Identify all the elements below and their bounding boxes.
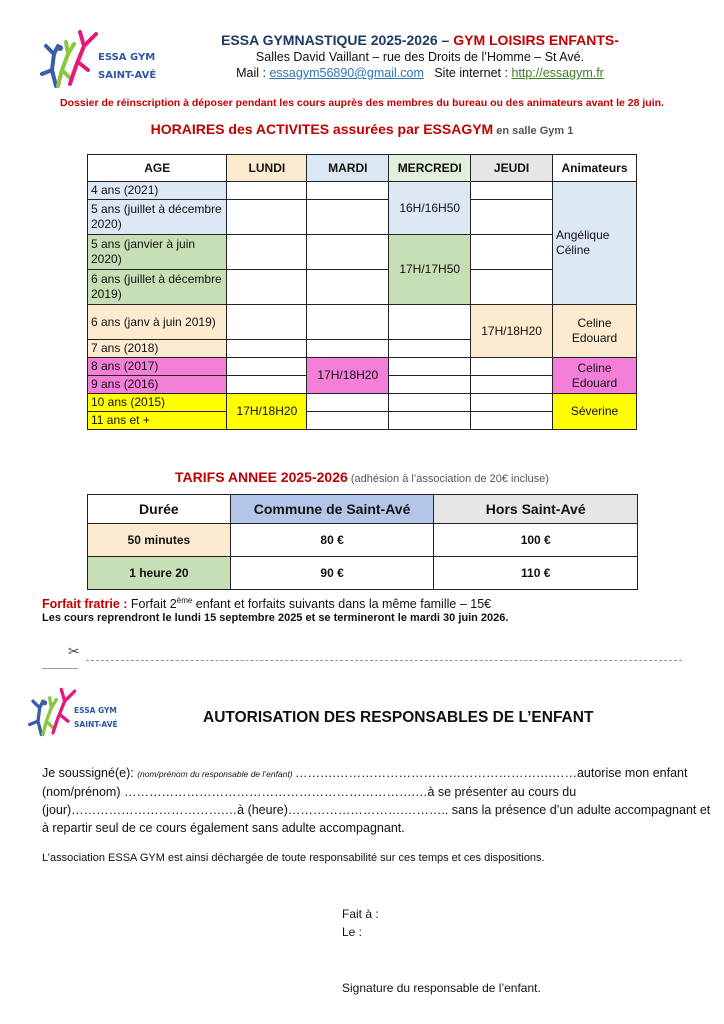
logo-text-essa-gym: ESSA GYM [98, 52, 156, 63]
text: ……….…………………………………………….……autorise mon enfant [295, 766, 688, 780]
signature-label: Signature du responsable de l’enfant. [342, 981, 541, 995]
scissors-icon: ✂ [68, 643, 80, 659]
forfait-fratrie [42, 596, 491, 611]
age-cell: 11 ans et + [88, 412, 227, 430]
site-label: Site internet : [434, 66, 512, 80]
gymnast-figures-icon [40, 28, 100, 90]
empty-cell [307, 305, 389, 340]
empty-cell [389, 358, 471, 376]
empty-cell [471, 376, 553, 394]
logo-text-saint-ave: SAINT-AVÉ [74, 720, 118, 729]
schedule-title-main: HORAIRES des ACTIVITES assurées par ESSAGYM [150, 121, 494, 137]
header-animateurs: Animateurs [553, 155, 637, 182]
header-lundi: LUNDI [227, 155, 307, 182]
empty-cell [307, 182, 389, 200]
empty-cell [389, 305, 471, 340]
empty-cell [227, 200, 307, 235]
age-cell: 7 ans (2018) [88, 340, 227, 358]
empty-cell [307, 270, 389, 305]
price-commune: 80 € [230, 524, 434, 557]
animateur-name: Angélique [556, 228, 610, 242]
italic-hint: (nom/prénom du responsable de l’enfant) [137, 769, 296, 779]
header-mercredi: MERCREDI [389, 155, 471, 182]
empty-cell [227, 340, 307, 358]
empty-cell [471, 394, 553, 412]
empty-cell [471, 412, 553, 430]
schedule-header-row [88, 155, 637, 182]
header-mardi: MARDI [307, 155, 389, 182]
empty-cell [471, 270, 553, 305]
site-link[interactable]: http://essagym.fr [511, 66, 604, 80]
animateur-name: Céline [556, 243, 591, 257]
fratrie-text: Forfait 2 [130, 597, 177, 612]
table-row [88, 358, 637, 376]
age-cell: 6 ans (juillet à décembre 2019) [88, 270, 227, 305]
slot-mercredi-a: 16H/16H50 [389, 182, 471, 235]
header-commune: Commune de Saint-Avé [230, 495, 434, 524]
age-cell: 5 ans (juillet à décembre 2020) [88, 200, 227, 235]
tarifs-title [0, 469, 724, 487]
schedule-table [87, 154, 637, 430]
autorisation-line-3: (jour)……………………………….…à (heure)……………………….……….. sans la présence d’un adulte accompagnant et [42, 803, 711, 817]
table-row [88, 305, 637, 340]
duree-cell: 1 heure 20 [88, 557, 231, 590]
essa-gym-logo-small [28, 686, 128, 738]
autorisation-paragraph [42, 764, 711, 837]
table-row [88, 394, 637, 412]
empty-cell [227, 235, 307, 270]
tarifs-title-main: TARIFS ANNEE 2025-2026 [175, 469, 348, 485]
autorisation-line-2: (nom/prénom) …………………………………………………………….…à se présenter au cours du [42, 785, 577, 799]
signature-block [342, 905, 541, 995]
tarifs-header-row [88, 495, 638, 524]
header-jeudi: JEUDI [471, 155, 553, 182]
decharge-text: L’association ESSA GYM est ainsi déchargée de toute responsabilité sur ces temps et ces dispositions. [42, 852, 545, 864]
autorisation-line-1 [42, 764, 692, 783]
reinscription-notice: Dossier de réinscription à déposer pendant les cours auprès des membres du bureau ou des animateurs avant le 28 juin. [60, 97, 664, 109]
animateurs-group2 [553, 305, 637, 358]
cours-dates: Les cours reprendront le lundi 15 septembre 2025 et se termineront le mardi 30 juin 2026. [42, 612, 509, 624]
empty-cell [471, 235, 553, 270]
address: Salles David Vaillant – rue des Droits de l’Homme – St Avé. [255, 50, 585, 64]
tarifs-title-sub: (adhésion à l’association de 20€ incluse) [347, 473, 549, 485]
gymnast-figures-icon [28, 686, 78, 738]
autorisation-line-4: à repartir seul de ce cours également sans adulte accompagnant. [42, 821, 405, 835]
animateur-name: Edouard [571, 375, 618, 390]
empty-cell [307, 394, 389, 412]
logo-text-saint-ave: SAINT-AVÉ [98, 70, 157, 81]
animateurs-group1 [553, 182, 637, 305]
text: Je soussigné(e): [42, 766, 138, 780]
essa-gym-logo [40, 28, 160, 90]
contact-line [190, 66, 650, 80]
age-cell: 5 ans (janvier à juin 2020) [88, 235, 227, 270]
empty-cell [227, 376, 307, 394]
empty-cell [307, 200, 389, 235]
duree-cell: 50 minutes [88, 524, 231, 557]
logo-text-essa-gym: ESSA GYM [74, 706, 117, 715]
table-row [88, 557, 638, 590]
slot-lundi: 17H/18H20 [227, 394, 307, 430]
empty-cell [227, 270, 307, 305]
header-hors: Hors Saint-Avé [434, 495, 638, 524]
empty-cell [227, 305, 307, 340]
header-duree: Durée [88, 495, 231, 524]
empty-cell [389, 394, 471, 412]
fratrie-sup: ème [176, 596, 193, 605]
price-commune: 90 € [230, 557, 434, 590]
age-cell: 8 ans (2017) [88, 358, 227, 376]
cut-line [86, 660, 682, 661]
animateur-name: Edouard [571, 331, 618, 345]
empty-cell [471, 200, 553, 235]
price-hors: 100 € [434, 524, 638, 557]
slot-mardi: 17H/18H20 [307, 358, 389, 394]
age-cell: 10 ans (2015) [88, 394, 227, 412]
cut-line-short [42, 668, 78, 669]
autorisation-title: AUTORISATION DES RESPONSABLES DE L’ENFANT [203, 709, 594, 726]
age-cell: 4 ans (2021) [88, 182, 227, 200]
table-row [88, 182, 637, 200]
empty-cell [471, 182, 553, 200]
fratrie-text: enfant et forfaits suivants dans la même famille – 15€ [192, 597, 492, 612]
schedule-title [0, 121, 724, 139]
mail-link[interactable]: essagym56890@gmail.com [269, 66, 424, 80]
empty-cell [307, 340, 389, 358]
mail-label: Mail : [236, 66, 270, 80]
title-club: ESSA GYMNASTIQUE 2025-2026 – [221, 32, 454, 48]
empty-cell [389, 412, 471, 430]
empty-cell [307, 235, 389, 270]
age-cell: 6 ans (janv à juin 2019) [88, 305, 227, 340]
empty-cell [389, 376, 471, 394]
fratrie-label: Forfait fratrie : [42, 597, 131, 612]
empty-cell [307, 412, 389, 430]
empty-cell [471, 358, 553, 376]
document-header [190, 32, 650, 80]
fait-a-label: Fait à : [342, 907, 379, 921]
animateurs-group3 [553, 358, 637, 394]
empty-cell [227, 182, 307, 200]
le-label: Le : [342, 925, 363, 939]
document-title [190, 32, 650, 48]
price-hors: 110 € [434, 557, 638, 590]
empty-cell [389, 340, 471, 358]
empty-cell [227, 358, 307, 376]
slot-mercredi-b: 17H/17H50 [389, 235, 471, 305]
slot-jeudi: 17H/18H20 [471, 305, 553, 358]
animateur-name: Celine [577, 316, 612, 330]
animateurs-group4: Séverine [553, 394, 637, 430]
tarifs-table [87, 494, 638, 590]
title-section: GYM LOISIRS ENFANTS- [453, 32, 619, 48]
age-cell: 9 ans (2016) [88, 376, 227, 394]
animateur-name: Celine [577, 360, 612, 375]
header-age: AGE [88, 155, 227, 182]
table-row [88, 524, 638, 557]
schedule-title-sub: en salle Gym 1 [493, 125, 574, 137]
